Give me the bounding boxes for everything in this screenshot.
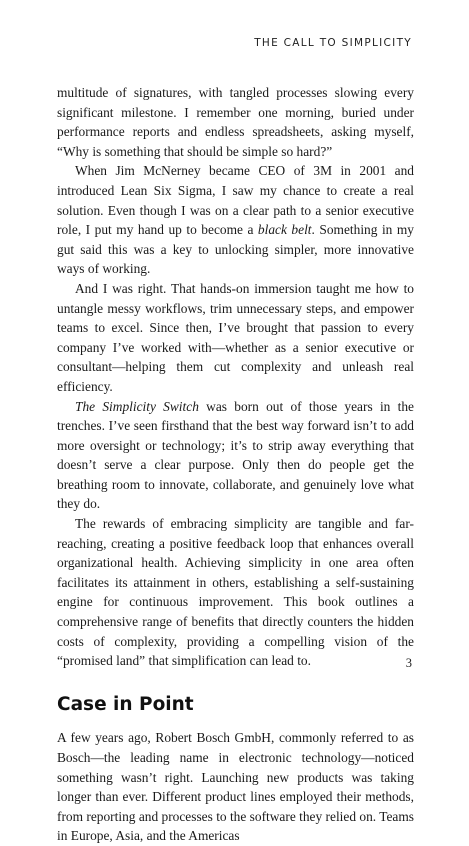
section-heading: Case in Point [57,693,194,715]
text-run: multitude of signatures, with tangled processes slowing every significant milestone. I remember one morning, buried under performance reports and endless spreadsheets, asking myself, “Why is something that should be simple so hard?” [57,85,414,159]
paragraph [57,161,414,279]
italic-text: The Simplicity Switch [75,398,199,414]
page-body [57,83,414,846]
running-head: THE CALL TO SIMPLICITY [254,37,412,49]
text-run: was born out of those years in the trenches. I’ve seen firsthand that the best way forward isn’t to add more oversight or technology; it’s to strip away everything that doesn’t serve a clear purpose. Only then do people get the breathing room to innovate, collaborate, and genuinely love what they do. [57,398,414,512]
italic-text: black belt [257,222,312,238]
section-paragraph-list [57,728,414,846]
text-run: . Something in my gut said this was a key to unlocking simpler, more innovative ways of working. [57,222,414,277]
paragraph [57,514,414,671]
text-run: When Jim McNerney became CEO of 3M in 2001 and introduced Lean Six Sigma, I saw my chance to create a real solution. Even though I was on a clear path to a senior executive role, I put my hand up to become a [57,163,414,238]
paragraph [57,728,414,846]
paragraph [57,83,414,161]
page-number: 3 [405,656,412,670]
paragraph [57,279,414,397]
text-run: And I was right. That hands-on immersion taught me how to untangle messy workflows, trim unnecessary steps, and empower teams to excel. Since then, I’ve brought that passion to every company I’ve worked with—whether as a senior executive or consultant—helping them cut complexity and unleash real efficiency. [57,280,414,394]
text-run: The rewards of embracing simplicity are tangible and far-reaching, creating a positive feedback loop that enhances overall organizational health. Achieving simplicity in one area often facilitates its attainment in others, establishing a self-sustaining engine for continuous improvement. This book outlines a comprehensive range of benefits that directly counters the hidden costs of complexity, providing a compelling vision of the “promised land” that simplification can lead to. [57,516,414,669]
paragraph-list [57,83,414,671]
paragraph [57,397,414,515]
text-run: A few years ago, Robert Bosch GmbH, commonly referred to as Bosch—the leading name in electronic technology—noticed something wasn’t right. Launching new products was taking longer than ever. Different product lines employed their methods, from reporting and processes to the software they relied on. Teams in Europe, Asia, and the Americas [57,730,414,844]
